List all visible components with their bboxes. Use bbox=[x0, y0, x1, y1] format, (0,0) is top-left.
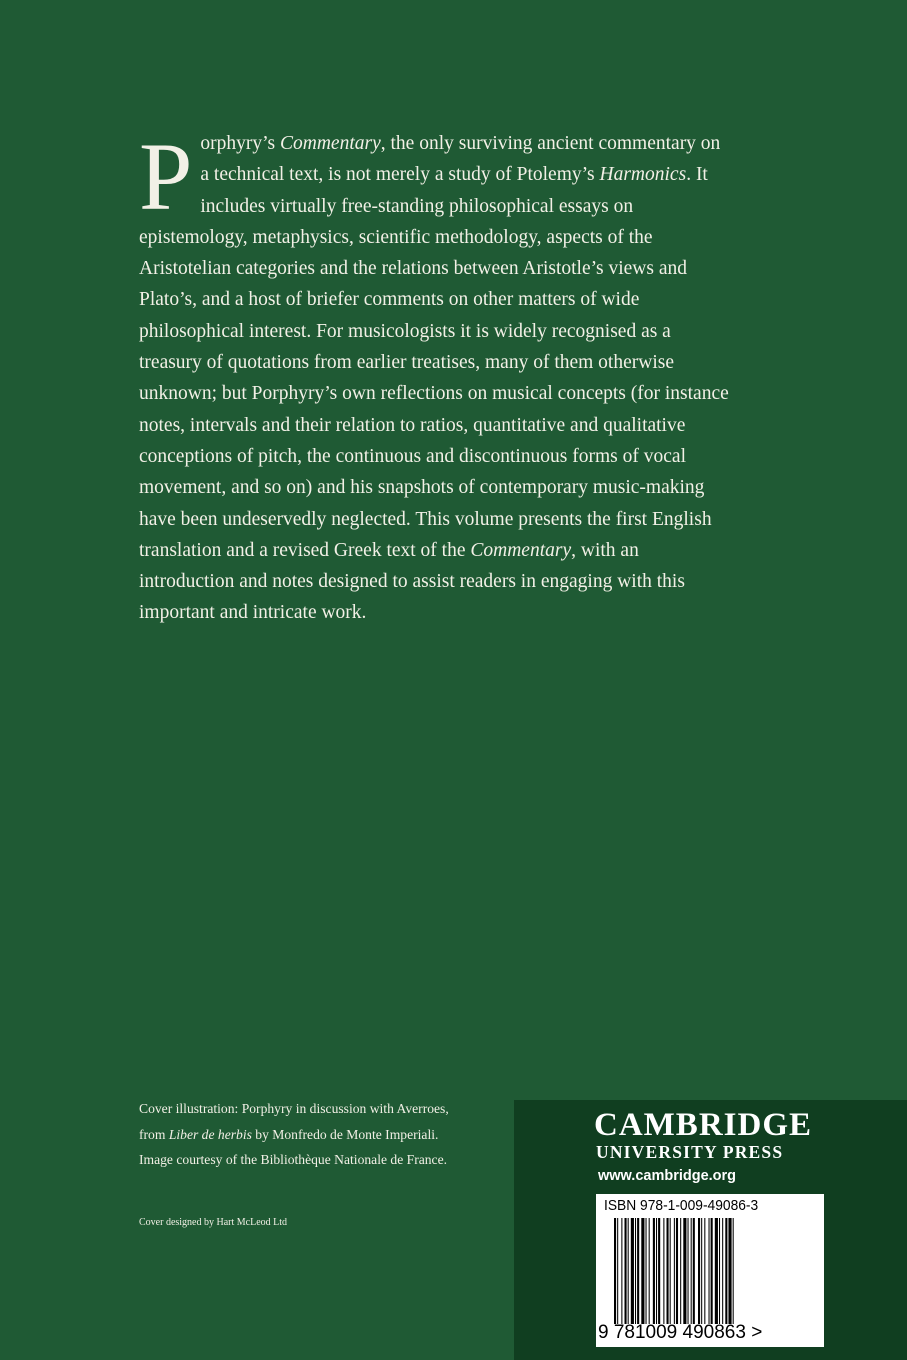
blurb-italic-title: Commentary bbox=[280, 133, 381, 154]
blurb-segment: , the only surviving ancient commentary on a technical text, is not merely a study of Ptolemy’s bbox=[200, 133, 721, 186]
barcode-stripe bbox=[614, 1218, 616, 1324]
barcode-stripe bbox=[621, 1218, 622, 1324]
barcode-stripe bbox=[715, 1218, 718, 1324]
drop-cap: P bbox=[139, 123, 193, 230]
credit-line: Cover illustration: Porphyry in discussion with Averroes, bbox=[139, 1101, 449, 1116]
designer-credit: Cover designed by Hart McLeod Ltd bbox=[139, 1217, 288, 1228]
barcode-stripe bbox=[641, 1218, 644, 1324]
barcode-stripe bbox=[691, 1218, 692, 1324]
barcode-stripe bbox=[709, 1218, 710, 1324]
credit-line: Image courtesy of the Bibliothèque Nationale de France. bbox=[139, 1152, 448, 1167]
barcode-stripe bbox=[680, 1218, 681, 1324]
blurb-italic-title: Commentary bbox=[470, 539, 572, 561]
credit-line bbox=[139, 1122, 509, 1148]
barcode-stripe bbox=[704, 1218, 705, 1324]
blurb-italic-title: Harmonics bbox=[599, 164, 687, 186]
barcode-stripe bbox=[701, 1218, 702, 1324]
barcode-stripe bbox=[617, 1218, 618, 1324]
barcode-stripe bbox=[674, 1218, 675, 1324]
barcode-stripe bbox=[688, 1218, 689, 1324]
barcode bbox=[596, 1194, 824, 1347]
cover-illustration-credit bbox=[139, 1096, 509, 1173]
barcode-stripe bbox=[719, 1218, 720, 1324]
barcode-stripe bbox=[711, 1218, 713, 1324]
blurb-segment: . It includes virtually free-standing philosophical essays on epistemology, metaphysics, scientific methodology, aspects of the Aristotelian categories and the relations between Aristotle’s views and Plato’s, and a host of briefer comments on other matters of wide philosophical interest. For musicologists it is widely recognised as a treasury of quotations from earlier treatises, many of them otherwise unknown; but Porphyry’s own reflections on musical concepts (for instance notes, intervals and their relation to ratios, quantitative and qualitative conceptions of pitch, the continuous and discontinuous forms of vocal movement, and so on) and his snapshots of contemporary music-making have been undeservedly neglected. This volume presents the first English translation and a revised Greek text of the bbox=[139, 164, 729, 561]
barcode-stripe bbox=[649, 1218, 650, 1324]
credit-italic-title: Liber de herbis bbox=[168, 1126, 252, 1142]
publisher-subtitle: UNIVERSITY PRESS bbox=[596, 1142, 784, 1162]
barcode-stripe bbox=[637, 1218, 639, 1324]
credit-text: by Monfredo de Monte Imperiali. bbox=[251, 1126, 439, 1142]
barcode-stripe bbox=[628, 1218, 629, 1324]
barcode-stripe bbox=[663, 1218, 664, 1324]
barcode-stripe bbox=[722, 1218, 723, 1324]
barcode-stripe bbox=[631, 1218, 634, 1324]
credit-text: from bbox=[139, 1126, 169, 1142]
blurb-segment: , with an introduction and notes designed to assist readers in engaging with this important and intricate work. bbox=[139, 539, 685, 624]
barcode-stripe bbox=[733, 1218, 734, 1324]
blurb-text bbox=[139, 123, 729, 629]
blurb-segment: orphyry’s bbox=[200, 133, 281, 154]
publisher-block bbox=[514, 1100, 907, 1360]
barcode-stripe bbox=[646, 1218, 647, 1324]
isbn-label: ISBN 978-1-009-49086-3 bbox=[604, 1197, 759, 1214]
barcode-stripe bbox=[693, 1218, 695, 1324]
barcode-stripe bbox=[670, 1218, 671, 1324]
barcode-stripe bbox=[653, 1218, 655, 1324]
barcode-stripe bbox=[658, 1218, 660, 1324]
barcode-stripe bbox=[698, 1218, 700, 1324]
barcode-stripe bbox=[635, 1218, 636, 1324]
barcode-digits: 9 781009 490863 > bbox=[598, 1322, 763, 1343]
barcode-bars bbox=[612, 1218, 810, 1324]
publisher-name: CAMBRIDGE bbox=[594, 1107, 813, 1143]
barcode-stripe bbox=[676, 1218, 678, 1324]
barcode-stripe bbox=[728, 1218, 731, 1324]
barcode-stripe bbox=[656, 1218, 657, 1324]
barcode-stripe bbox=[667, 1218, 669, 1324]
barcode-stripe bbox=[683, 1218, 686, 1324]
publisher-url: www.cambridge.org bbox=[598, 1168, 737, 1184]
barcode-stripe bbox=[625, 1218, 627, 1324]
barcode-stripe bbox=[725, 1218, 727, 1324]
